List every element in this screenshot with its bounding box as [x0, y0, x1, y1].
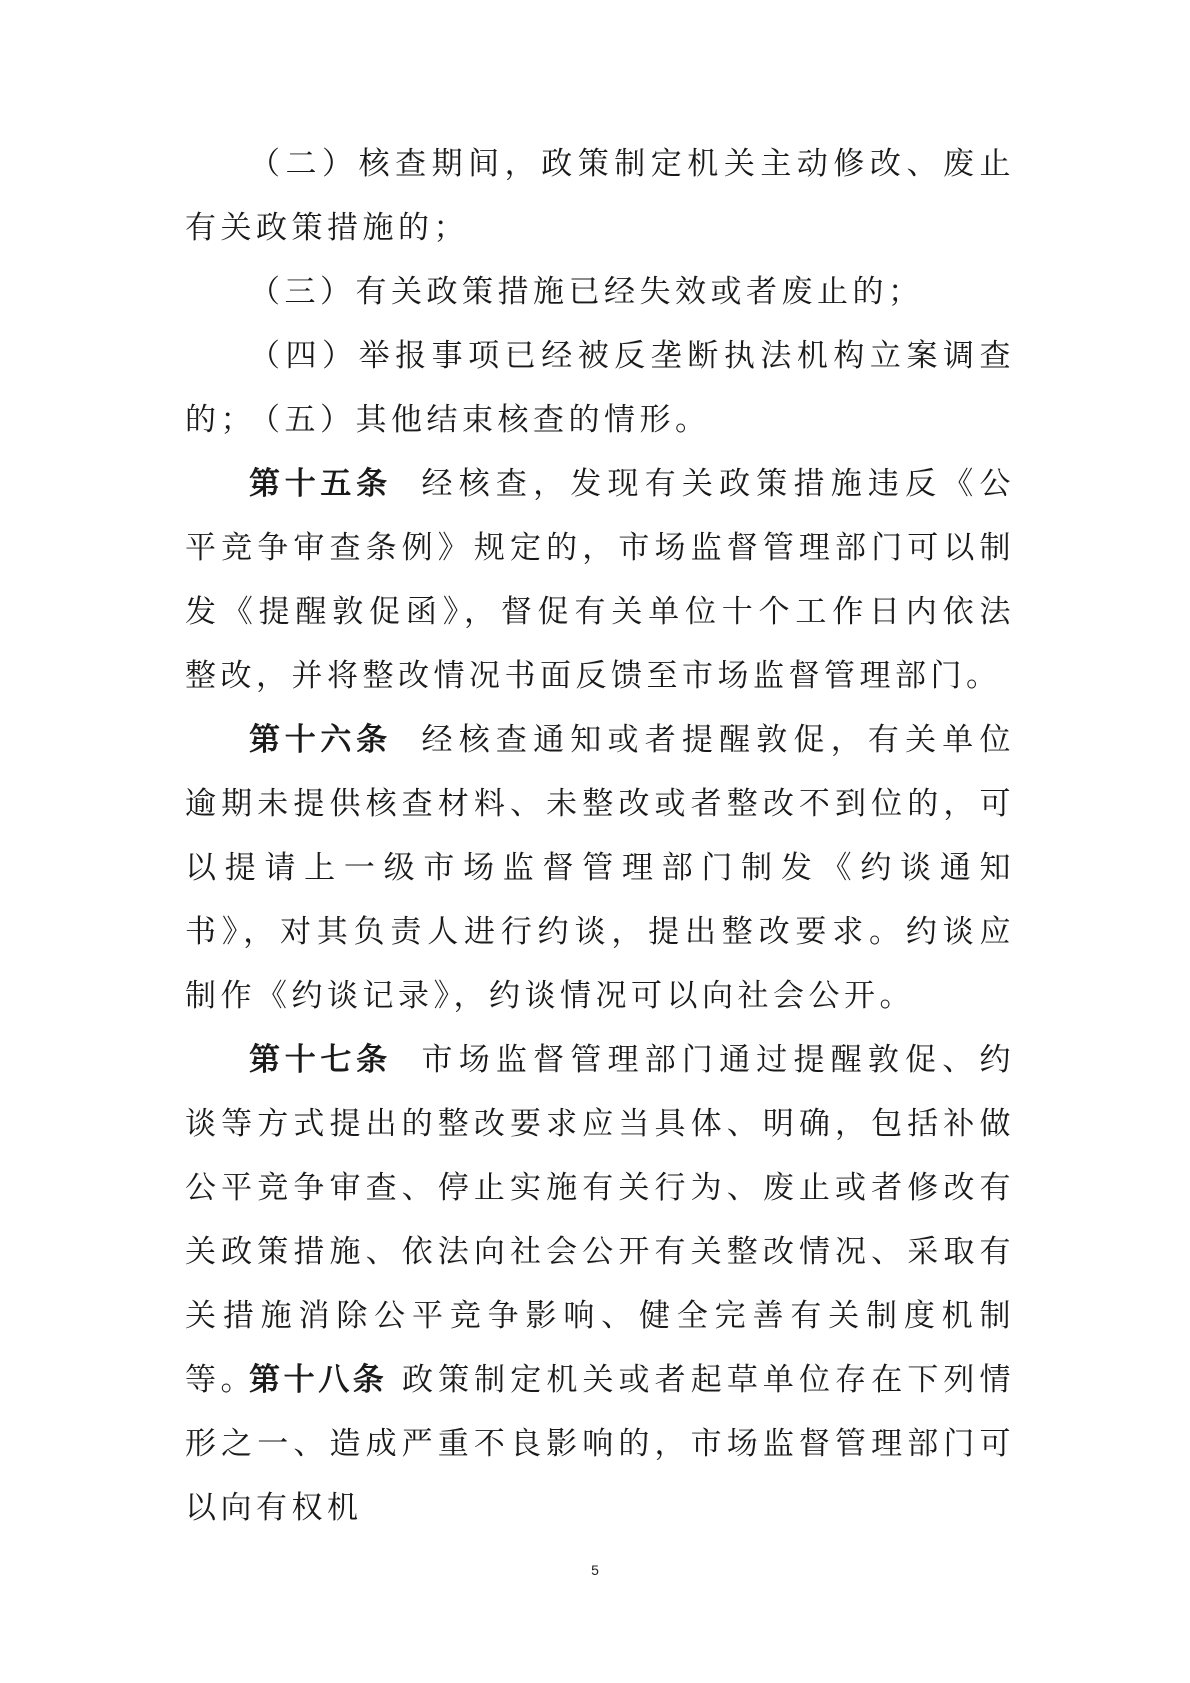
article-number: 第十六条 [249, 722, 392, 758]
item-text: （五）其他结束核查的情形。 [249, 402, 711, 438]
article-number: 第十八条 [249, 1362, 388, 1398]
article-paragraph [185, 452, 1015, 708]
article-text: 市场监督管理部门通过提醒敦促、约谈等方式提出的整改要求应当具体、明确，包括补做公平竞争审查、停止实施有关行为、废止或者修改有关政策措施、依法向社会公开有关整改情况、采取有关措施消除公平竞争影响、健全完善有关制度机制等。 [185, 1042, 1016, 1398]
article-text: 政策制定机关或者起草单位存在下列情形之一、造成严重不良影响的，市场监督管理部门可以向有权机 [185, 1362, 1016, 1526]
article-number: 第十五条 [249, 466, 392, 502]
article-number: 第十七条 [249, 1042, 392, 1078]
item-text: （四）举报事项已经被反垄断执法机构立案调查的； [185, 338, 1015, 438]
item-text: （三）有关政策措施已经失效或者废止的； [249, 274, 924, 310]
list-item [185, 132, 1015, 260]
article-paragraph [185, 1348, 1015, 1540]
article-paragraph [185, 708, 1015, 1028]
list-item [185, 260, 1015, 324]
item-text: （二）核查期间，政策制定机关主动修改、废止有关政策措施的； [185, 146, 1015, 246]
article-text: 经核查，发现有关政策措施违反《公平竞争审查条例》规定的，市场监督管理部门可以制发《提醒敦促函》，督促有关单位十个工作日内依法整改，并将整改情况书面反馈至市场监督管理部门。 [185, 466, 1016, 694]
list-item [185, 388, 1015, 452]
page-number: 5 [591, 1562, 599, 1578]
article-text: 经核查通知或者提醒敦促，有关单位逾期未提供核查材料、未整改或者整改不到位的，可以提请上一级市场监督管理部门制发《约谈通知书》，对其负责人进行约谈，提出整改要求。约谈应制作《约谈记录》，约谈情况可以向社会公开。 [185, 722, 1016, 1014]
